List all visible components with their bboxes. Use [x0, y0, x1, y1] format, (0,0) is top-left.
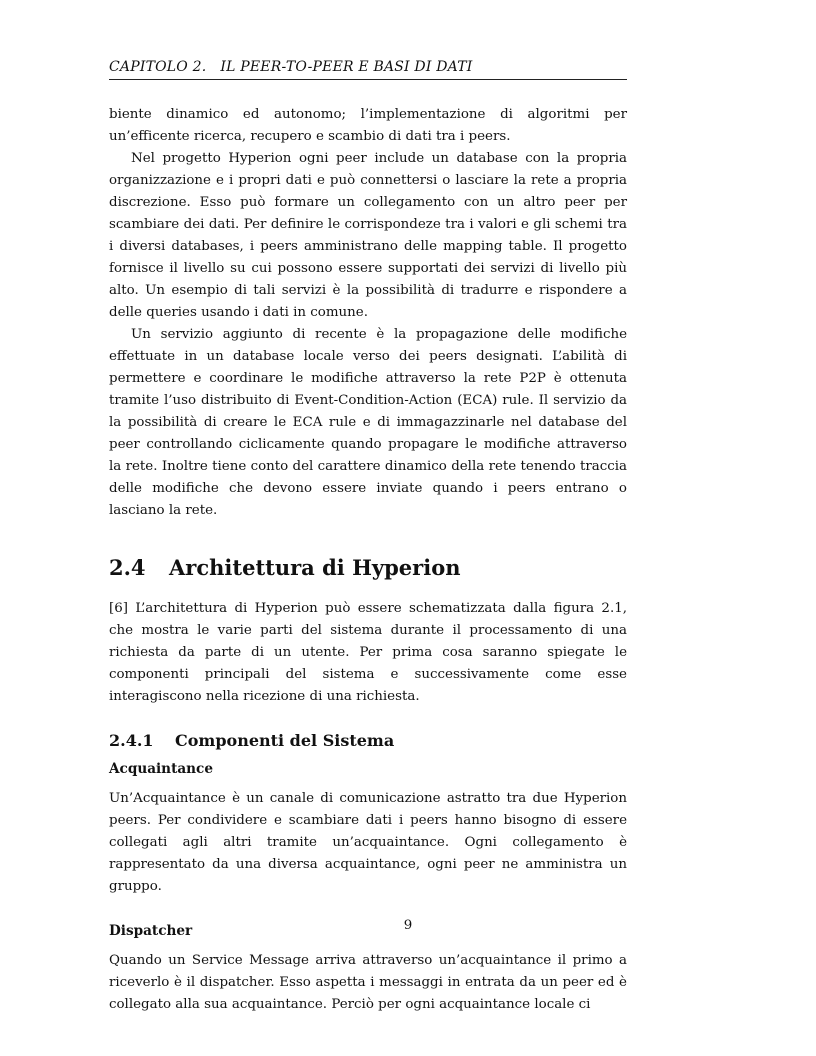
dispatcher-heading: Dispatcher	[109, 923, 193, 939]
subsection-heading	[109, 730, 627, 752]
paragraph-intro-1: biente dinamico ed autonomo; l’implementazione di algoritmi per un’efficente ricerca, recupero e scambio di dati tra i peers.	[109, 107, 627, 144]
page-body	[109, 58, 627, 1016]
subsection-number: 2.4.1	[109, 731, 154, 750]
section-number: 2.4	[109, 555, 146, 580]
paragraph-intro-3: Un servizio aggiunto di recente è la propagazione delle modifiche effettuate in un database locale verso dei peers designati. L’abilità di permettere e coordinare le modifiche attraverso la rete P2P è ottenuta tramite l’uso distribuito di Event-Condition-Action (ECA) rule. Il servizio da la possibilità di creare le ECA rule e di immagazzinarle nel database del peer controllando ciclicamente quando propagare le modifiche attraverso la rete. Inoltre tiene conto del carattere dinamico della rete tenendo traccia delle modifiche che devono essere inviate quando i peers entrano o lasciano la rete.	[109, 327, 627, 518]
section-paragraph: [6] L’architettura di Hyperion può essere schematizzata dalla figura 2.1, che mostra le varie parti del sistema durante il processamento di una richiesta da parte di un utente. Per prima cosa saranno spiegate le componenti principali del sistema e successivamente come esse interagiscono nella ricezione di una richiesta.	[109, 601, 627, 704]
acquaintance-paragraph: Un’Acquaintance è un canale di comunicazione astratto tra due Hyperion peers. Per condividere e scambiare dati i peers hanno bisogno di essere collegati agli altri tramite un’acquaintance. Ogni collegamento è rappresentato da una diversa acquaintance, ogni peer ne amministra un gruppo.	[109, 791, 627, 894]
running-header	[109, 58, 627, 80]
dispatcher-paragraph: Quando un Service Message arriva attraverso un’acquaintance il primo a riceverlo è il dispatcher. Esso aspetta i messaggi in entrata da un peer ed è collegato alla sua acquaintance. Perciò per ogni acquaintance locale ci	[109, 953, 627, 1012]
subsection-title: Componenti del Sistema	[175, 731, 395, 750]
section-title: Architettura di Hyperion	[169, 555, 461, 580]
section-heading	[109, 554, 627, 582]
page-number: 9	[403, 918, 413, 933]
header-chapter: CAPITOLO 2.	[109, 59, 207, 75]
header-title: IL PEER-TO-PEER E BASI DI DATI	[220, 59, 473, 75]
acquaintance-heading: Acquaintance	[109, 761, 213, 777]
paragraph-intro-2: Nel progetto Hyperion ogni peer include un database con la propria organizzazione e i propri dati e può connettersi o lasciare la rete a propria discrezione. Esso può formare un collegamento con un altro peer per scambiare dei dati. Per definire le corrispondeze tra i valori e gli schemi tra i diversi databases, i peers amministrano delle mapping table. Il progetto fornisce il livello su cui possono essere supportati dei servizi di livello più alto. Un esempio di tali servizi è la possibilità di tradurre e rispondere a delle queries usando i dati in comune.	[109, 151, 627, 320]
